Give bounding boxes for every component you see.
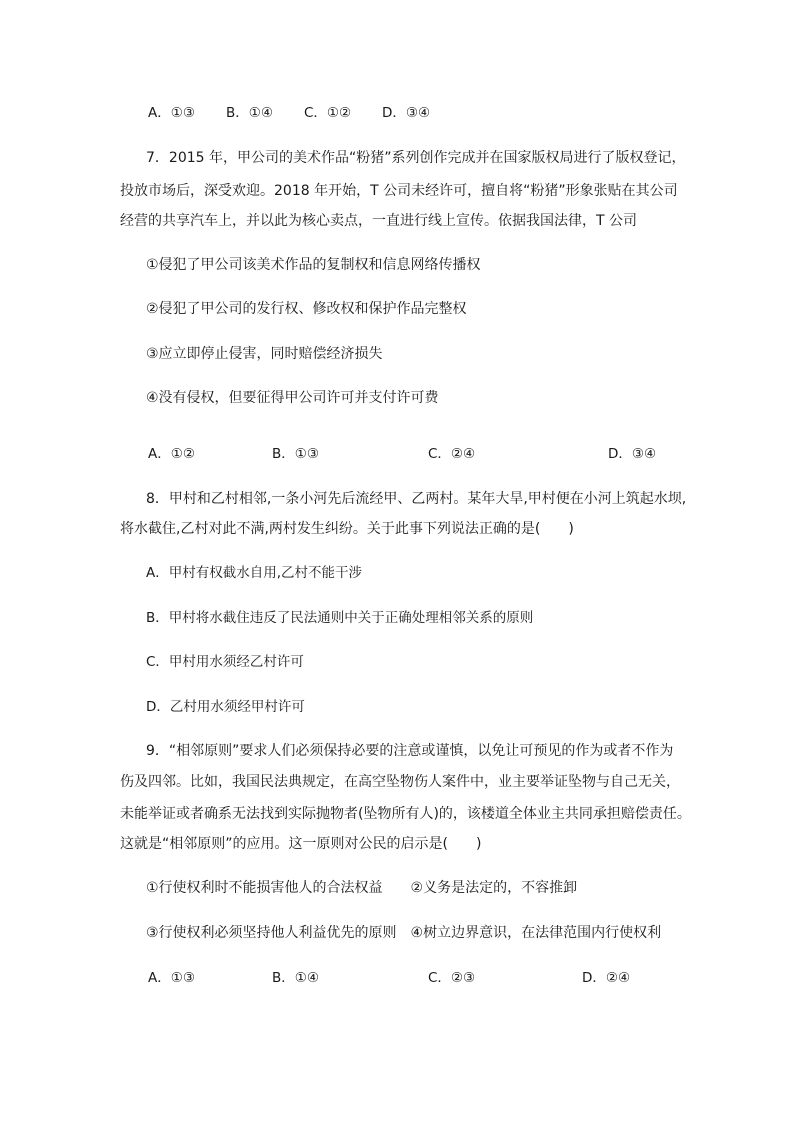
q9-option-d[interactable]: D．②④ [582,970,631,986]
q6-option-a[interactable]: A．①③ [148,105,195,121]
q7-stem-line-3: 经营的共享汽车上，并以此为核心卖点，一直进行线上宣传。依据我国法律，T 公司 [120,213,637,229]
q9-stem-line-3: 未能举证或者确系无法找到实际抛物者(坠物所有人)的，该楼道全体业主共同承担赔偿责任。 [120,806,691,822]
q6-option-d[interactable]: D．③④ [382,105,431,121]
q6-option-b[interactable]: B．①④ [226,105,273,121]
q9-option-a[interactable]: A．①③ [148,970,195,986]
q9-statement-row-1: ①行使权利时不能损害他人的合法权益 ②义务是法定的，不容推卸 [146,880,578,896]
q9-stem-line-1: 9．“相邻原则”要求人们必须保持必要的注意或谨慎，以免让可预见的作为或者不作为 [146,743,674,759]
q8-option-a[interactable]: A．甲村有权截水自用,乙村不能干涉 [146,565,363,581]
q6-option-c[interactable]: C．①② [304,105,352,121]
q7-option-d[interactable]: D．③④ [608,446,657,462]
q8-stem-line-2: 将水截住,乙村对此不满,两村发生纠纷。关于此事下列说法正确的是( ) [120,521,574,537]
q9-stem-line-4: 这就是“相邻原则”的应用。这一原则对公民的启示是( ) [120,836,482,852]
q7-option-b[interactable]: B．①③ [272,446,319,462]
q7-statement-2: ②侵犯了甲公司的发行权、修改权和保护作品完整权 [146,301,467,317]
q8-option-b[interactable]: B．甲村将水截住违反了民法通则中关于正确处理相邻关系的原则 [146,610,534,626]
q7-stem-line-1: 7．2015 年，甲公司的美术作品“粉猪”系列创作完成并在国家版权局进行了版权登记， [146,150,686,166]
q8-stem-line-1: 8．甲村和乙村相邻,一条小河先后流经甲、乙两村。某年大旱,甲村便在小河上筑起水坝, [146,491,687,507]
q9-option-c[interactable]: C．②③ [428,970,476,986]
q8-option-c[interactable]: C．甲村用水须经乙村许可 [146,654,304,670]
q9-stem-line-2: 伤及四邻。比如，我国民法典规定，在高空坠物伤人案件中，业主要举证坠物与自己无关， [120,774,680,790]
q7-statement-3: ③应立即停止侵害，同时赔偿经济损失 [146,346,383,362]
q9-statement-row-2: ③行使权利必须坚持他人利益优先的原则 ④树立边界意识，在法律范围内行使权利 [146,925,662,941]
q7-option-a[interactable]: A．①② [148,446,195,462]
q7-statement-4: ④没有侵权，但要征得甲公司许可并支付许可费 [146,390,439,406]
q7-stem-line-2: 投放市场后，深受欢迎。2018 年开始，T 公司未经许可，擅自将“粉猪”形象张贴在其公司 [120,183,678,199]
q8-option-d[interactable]: D．乙村用水须经甲村许可 [146,699,305,715]
q9-option-b[interactable]: B．①④ [272,970,319,986]
q7-option-c[interactable]: C．②④ [428,446,476,462]
q7-statement-1: ①侵犯了甲公司该美术作品的复制权和信息网络传播权 [146,257,481,273]
